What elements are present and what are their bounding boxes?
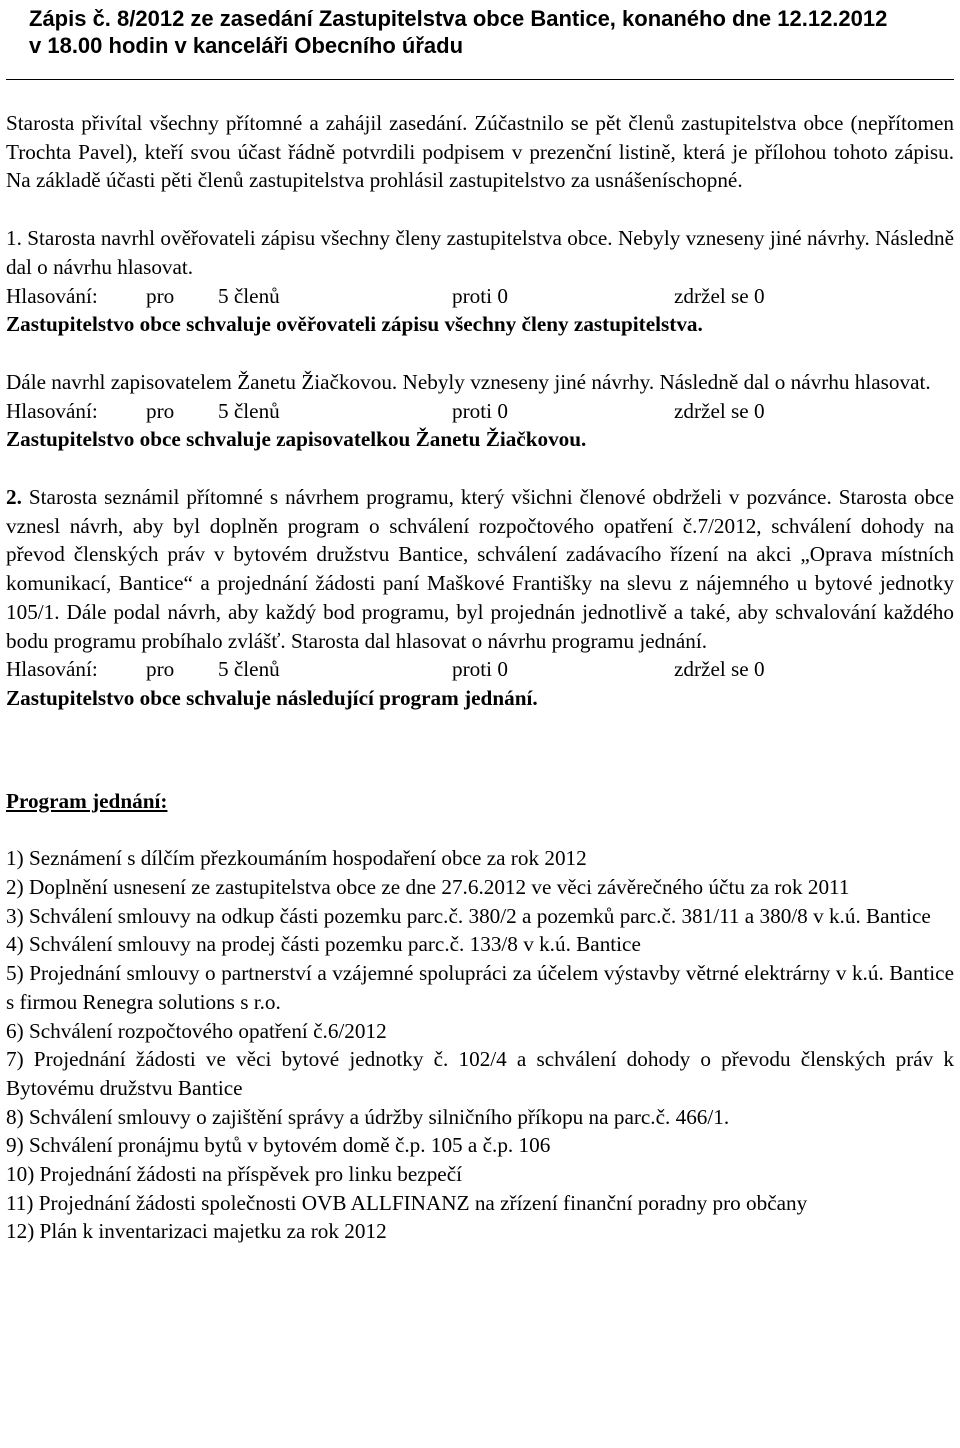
vote-abstain: zdržel se 0 <box>674 283 765 308</box>
vote-abstain: zdržel se 0 <box>674 657 765 682</box>
vote-count: 5 členů <box>218 283 280 308</box>
program-item: 9) Schválení pronájmu bytů v bytovém domě č.p. 105 a č.p. 106 <box>6 1133 551 1158</box>
program-item: 11) Projednání žádosti společnosti OVB ALLFINANZ na zřízení finanční poradny pro občany <box>6 1190 808 1215</box>
item1-resolution: Zastupitelstvo obce schvaluje ověřovateli zápisu všechny členy zastupitelstva. <box>6 312 703 337</box>
item2-paragraph <box>6 483 954 655</box>
vote-pro: pro <box>146 283 175 308</box>
vote-abstain: zdržel se 0 <box>674 398 765 423</box>
item2-number: 2. <box>6 485 22 509</box>
program-heading: Program jednání: <box>6 788 168 813</box>
title-line-2: v 18.00 hodin v kanceláři Obecního úřadu <box>29 33 464 58</box>
vote-row <box>6 655 954 684</box>
program-item: 4) Schválení smlouvy na prodej části pozemku parc.č. 133/8 v k.ú. Bantice <box>6 932 641 957</box>
intro-paragraph: Starosta přivítal všechny přítomné a zahájil zasedání. Zúčastnilo se pět členů zastupitelstva obce (nepřítomen Trochta Pavel), kteří svou účast řádně potvrdili podpisem v prezenční listině, která je přílohou tohoto zápisu. Na základě účasti pěti členů zastupitelstva prohlásil zastupitelstvo za usnášeníschopné. <box>6 111 954 193</box>
vote-pro: pro <box>146 657 175 682</box>
vote-row <box>6 397 954 426</box>
program-item: 1) Seznámení s dílčím přezkoumáním hospodaření obce za rok 2012 <box>6 846 587 871</box>
document-title <box>6 0 954 59</box>
item1b-paragraph: Dále navrhl zapisovatelem Žanetu Žiačkovou. Nebyly vzneseny jiné návrhy. Následně dal o návrhu hlasovat. <box>6 369 931 394</box>
item1-paragraph: 1. Starosta navrhl ověřovateli zápisu všechny členy zastupitelstva obce. Nebyly vzneseny jiné návrhy. Následně dal o návrhu hlasovat. <box>6 226 954 279</box>
vote-label: Hlasování: <box>6 398 98 423</box>
program-item: 5) Projednání smlouvy o partnerství a vzájemné spolupráci za účelem výstavby větrné elektrárny v k.ú. Bantice s firmou Renegra solutions s r.o. <box>6 961 954 1014</box>
program-item: 6) Schválení rozpočtového opatření č.6/2012 <box>6 1018 387 1043</box>
program-item: 10) Projednání žádosti na příspěvek pro linku bezpečí <box>6 1162 462 1187</box>
item2-resolution: Zastupitelstvo obce schvaluje následující program jednání. <box>6 685 538 710</box>
vote-against: proti 0 <box>452 398 508 423</box>
item2-text: Starosta seznámil přítomné s návrhem programu, který všichni členové obdrželi v pozvánce. Starosta obce vznesl návrh, aby byl doplněn program o schválení rozpočtového opatření č.7/2012, schválení dohody na převod členských práv v bytovém družstvu Bantice, schválení zadávacího řízení na akci „Oprava místních komunikací, Bantice“ a projednání žádosti paní Maškové Františky na slevu z nájemného u bytové jednotky 105/1. Dále podal návrh, aby každý bod programu, byl projednán jednotlivě a také, aby schvalování každého bodu programu probíhalo zvlášť. Starosta dal hlasovat o návrhu programu jednání. <box>6 485 954 653</box>
item1b-resolution: Zastupitelstvo obce schvaluje zapisovatelkou Žanetu Žiačkovou. <box>6 427 587 452</box>
program-item: 3) Schválení smlouvy na odkup části pozemku parc.č. 380/2 a pozemků parc.č. 381/11 a 380/8 v k.ú. Bantice <box>6 903 931 928</box>
program-item: 7) Projednání žádosti ve věci bytové jednotky č. 102/4 a schválení dohody o převodu členských práv k Bytovému družstvu Bantice <box>6 1047 954 1100</box>
vote-label: Hlasování: <box>6 657 98 682</box>
program-item: 2) Doplnění usnesení ze zastupitelstva obce ze dne 27.6.2012 ve věci závěrečného účtu za rok 2011 <box>6 875 850 900</box>
vote-label: Hlasování: <box>6 283 98 308</box>
vote-count: 5 členů <box>218 398 280 423</box>
vote-against: proti 0 <box>452 283 508 308</box>
program-item: 8) Schválení smlouvy o zajištění správy a údržby silničního příkopu na parc.č. 466/1. <box>6 1104 730 1129</box>
vote-count: 5 členů <box>218 657 280 682</box>
program-list <box>6 844 954 1246</box>
document-page <box>6 0 954 1246</box>
program-item: 12) Plán k inventarizaci majetku za rok 2012 <box>6 1219 387 1244</box>
title-line-1: Zápis č. 8/2012 ze zasedání Zastupitelstva obce Bantice, konaného dne 12.12.2012 <box>29 6 888 31</box>
vote-against: proti 0 <box>452 657 508 682</box>
vote-row <box>6 282 954 311</box>
vote-pro: pro <box>146 398 175 423</box>
